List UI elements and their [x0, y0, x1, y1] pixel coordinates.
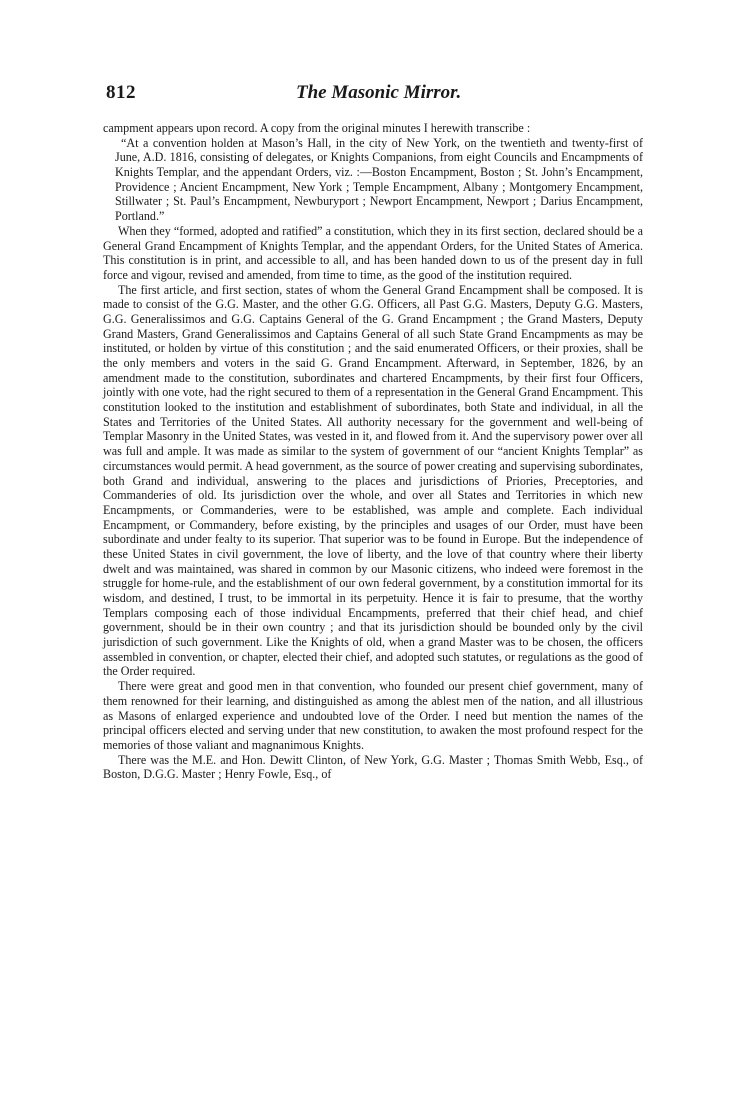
page-header	[106, 82, 644, 106]
paragraph: The first article, and first section, states of whom the General Grand Encampment shall be composed. It is made to consist of the G.G. Master, and the other G.G. Officers, all Past G.G. Masters, Deputy G.G. Masters, G.G. Generalissimos and G.G. Captains General of the G. Grand Encampment ; the Grand Masters, Deputy Grand Masters, Grand Generalissimos and Captains General of all such State Grand Encampments as may be instituted, or holden by virtue of this constitution ; and the said enumerated Officers, or their proxies, shall be the only members and voters in the said G. Grand Encampment. Afterward, in September, 1826, by an amendment made to the constitution, subordinates and chartered Encampments, by their first four Officers, jointly with one vote, had the right secured to them of a representation in the General Grand Encampment. This constitution looked to the institution and establishment of subordinates, both State and individual, in all the States and Territories of the United States. All authority necessary for the government and well-being of Templar Masonry in the United States, was vested in it, and flowed from it. And the supervisory power over all was full and ample. It was made as similar to the system of government of our “ancient Knights Templar” as circumstances would permit. A head government, as the source of power creating and supervising subordinates, both Grand and individual, answering to the places and jurisdictions of Priories, Preceptories, and Commanderies of old. Its jurisdiction over the whole, and over all States and Territories in which new Encampments, or Commanderies, were to be established, was ample and complete. Each individual Encampment, or Commandery, before existing, by the principles and usages of our Order, must have been subordinate and under fealty to its superior. That superior was to be found in Europe. But the independence of these United States in civil government, the love of liberty, and the love of that country where their liberty dwelt and was maintained, was shared in common by our Masonic citizens, who indeed were foremost in the struggle for home-rule, and the establishment of our own federal government, by a constitution immortal for its wisdom, and destined, I trust, to be immortal in its perpetuity. Hence it is fair to presume, that the worthy Templars composing each of those individual Encampments, preferred that their chief head, and chief government, should be in their own country ; and that its jurisdiction should be bounded only by the civil jurisdiction of such government. Like the Knights of old, when a grand Master was to be chosen, the officers assembled in convention, or chapter, elected their chief, and adopted such statutes, or regulations as the good of the Order required.	[103, 282, 643, 679]
running-head: The Masonic Mirror.	[296, 82, 462, 103]
page-number: 812	[106, 82, 136, 103]
quoted-paragraph: “At a convention holden at Mason’s Hall, in the city of New York, on the twentieth and twenty-first of June, A.D. 1816, consisting of delegates, or Knights Companions, from eight Councils and Encampments of Knights Templar, and the appendant Orders, viz. :—Boston Encampment, Boston ; St. John’s Encampment, Providence ; Ancient Encampment, New York ; Temple Encampment, Albany ; Montgomery Encampment, Stillwater ; St. Paul’s Encampment, Newburyport ; Newport Encampment, Newport ; Darius Encampment, Portland.”	[115, 135, 643, 224]
paragraph: When they “formed, adopted and ratified” a constitution, which they in its first section, declared should be a General Grand Encampment of Knights Templar, and the appendant Orders, for the United States of America. This constitution is in print, and accessible to all, and has been handed down to us of the present day in full force and vigour, revised and amended, from time to time, as the good of the institution required.	[103, 223, 643, 282]
paragraph: There was the M.E. and Hon. Dewitt Clinton, of New York, G.G. Master ; Thomas Smith Webb, Esq., of Boston, D.G.G. Master ; Henry Fowle, Esq., of	[103, 752, 643, 782]
paragraph: campment appears upon record. A copy from the original minutes I herewith transcribe :	[103, 121, 531, 135]
body-text	[103, 121, 643, 782]
paragraph: There were great and good men in that convention, who founded our present chief government, many of them renowned for their learning, and distinguished as among the ablest men of the nation, and all illustrious as Masons of enlarged experience and undoubted love of the Order. I need but mention the names of the principal officers elected and serving under that new constitution, to awaken the most profound respect for the memories of those valiant and magnanimous Knights.	[103, 679, 643, 752]
